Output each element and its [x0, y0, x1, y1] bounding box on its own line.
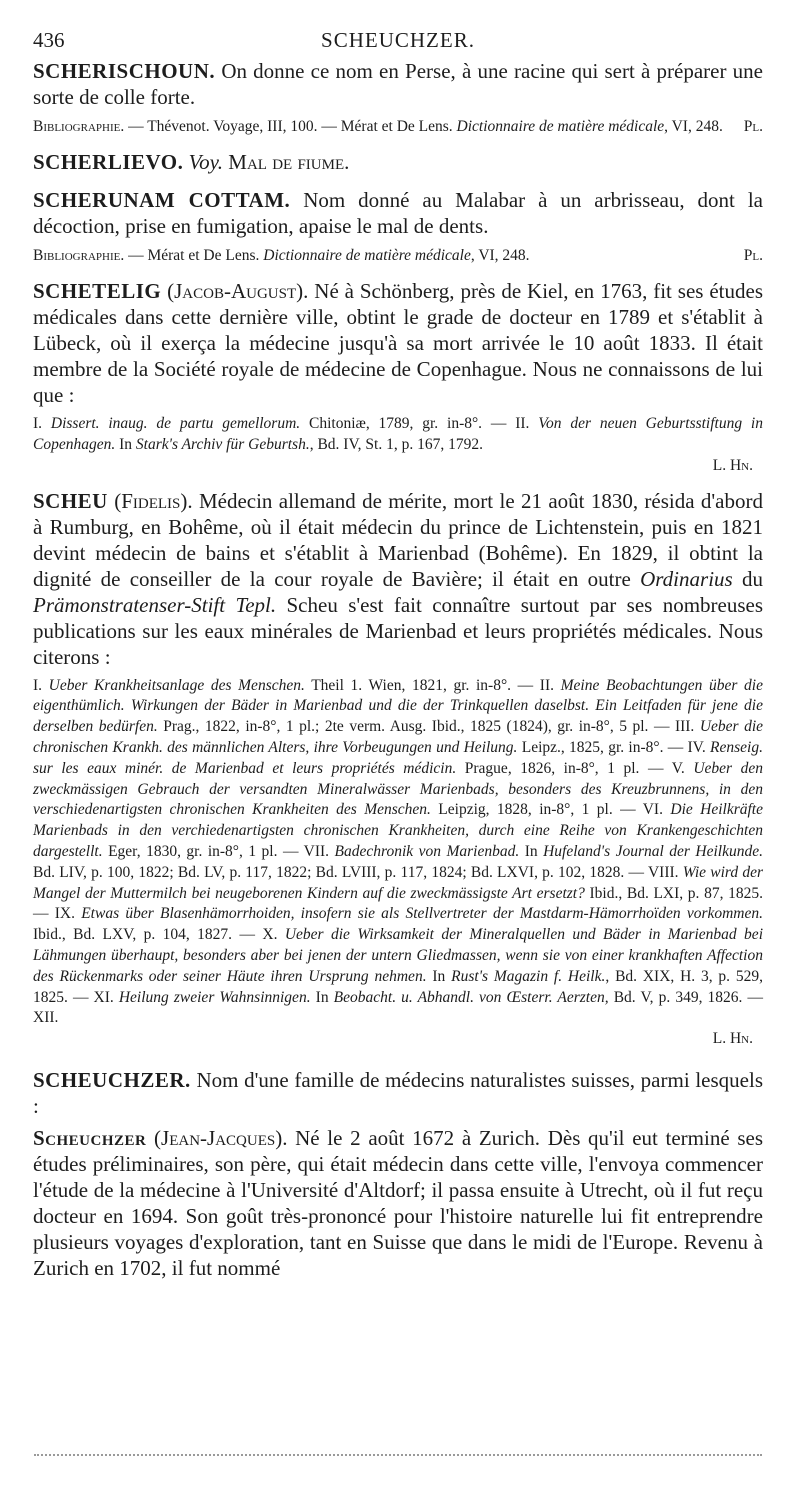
work-details: I.: [33, 415, 51, 432]
work-details: In: [519, 842, 544, 860]
entry-text: Né à Schönberg, près de Kiel, en 1763, fit ses études médicales dans cette dernière ville, obtint le grade de docteur en 1789 et s'établit à Lübeck, où il exerça la médecine jusqu'à sa mort arrivée le 10 août 1833. Il était membre de la Société royale de médecine de Copenhague. Nous ne connaissons de lui que :: [33, 279, 763, 407]
works-list: [33, 414, 763, 456]
entry-text: Scheu s'est fait connaître surtout par ses nombreuses publications sur les eaux minérales de Marienbad et leurs propriétés médicales. Nous citerons :: [33, 592, 764, 669]
entry-italic: Prämonstratenser-Stift Tepl.: [33, 592, 277, 617]
footer-rule: [34, 1454, 762, 1456]
work-details: In: [310, 988, 334, 1006]
work-details: Prag., 1822, in-8°, 1 pl.; 2te verm. Ausg. Ibid., 1825 (1824), gr. in-8°, 5 pl. — III.: [157, 718, 700, 736]
work-title: Die Heilkräfte Marienbads in den verchiedenartigsten chronischen Krankheiten, durch eine Reihe von Krankengeschichten dargestellt.: [33, 801, 763, 860]
page: [33, 28, 763, 1281]
author-signature: L. Hn.: [712, 1030, 753, 1048]
work-title: Meine Beobachtungen über die eigenthümlich. Wirkungen der Bäder in Marienbad und die der Trinkquellen daselbst. Ein Leitfaden für jene die derselben bedürfen.: [33, 676, 763, 736]
page-number: 436: [33, 28, 65, 52]
bibliography-tail: , VI, 248.: [470, 247, 530, 264]
work-details: Chitoniæ, 1789, gr. in-8°. — II.: [300, 415, 539, 432]
work-title: Wie wird der Mangel der Muttermilch bei neugeborenen Kindern auf die zweckmässigste Art ersetzt?: [33, 863, 763, 902]
work-details: Ibid., Bd. LXI, p. 87, 1825. — IX.: [33, 884, 763, 923]
work-title: Ueber Krankheitsanlage des Menschen.: [48, 676, 305, 694]
work-details: Theil 1. Wien, 1821, gr. in-8°. — II.: [304, 676, 561, 694]
given-names: (Jacob-August).: [167, 279, 309, 303]
entry-text: Médecin allemand de mérite, mort le 21 août 1830, résida d'abord à Rumburg, en Bohême, où il était médecin du prince de Lichtenstein, puis en 1821 devint médecin de bains et s'établit à Marienbad (Bohême). En 1829, il obtint la dignité de conseiller de la cour royale de Bavière; il était en outre: [33, 488, 763, 591]
given-names: (Fidelis).: [114, 488, 193, 513]
bibliography-title: Dictionnaire de matière médicale: [456, 118, 665, 135]
work-title: Stark's Archiv für Geburtsh.: [135, 435, 310, 453]
work-title: Ueber die chronischen Krankh. des männlichen Alters, ihre Vorbeugungen und Heilung.: [33, 718, 764, 756]
work-details: I.: [33, 676, 49, 694]
work-details: In: [115, 435, 136, 453]
headword: SCHERLIEVO.: [33, 150, 184, 174]
work-details: Leipzig, 1828, in-8°, 1 pl. — VI.: [430, 801, 671, 819]
entry-scheuchzer-family: [33, 1067, 763, 1119]
work-details: Ibid., Bd. LXV, p. 104, 1827. — X.: [33, 926, 285, 944]
works-list: [33, 676, 763, 1030]
work-details: Bd. LIV, p. 100, 1822; Bd. LV, p. 117, 1822; Bd. LVIII, p. 117, 1824; Bd. LXVI, p. 102, 1828. — VIII.: [33, 863, 683, 881]
entry-text: Né le 2 août 1672 à Zurich. Dès qu'il eut terminé ses études préliminaires, son père, qui était médecin dans cette ville, l'envoya commencer l'étude de la médecine à l'Université d'Altdorf; il passa ensuite à Utrecht, où il fut reçu docteur en 1694. Son goût très-prononcé pour l'histoire naturelle lui fit entreprendre plusieurs voyages d'exploration, tant en Suisse que dans le midi de l'Europe. Revenu à Zurich en 1702, il fut nommé: [33, 1126, 764, 1281]
work-title: Von der neuen Geburtsstiftung in Copenhagen.: [33, 415, 763, 453]
cross-reference: Voy.: [188, 150, 224, 174]
entry-text: du: [732, 566, 763, 591]
headword: SCHEUCHZER.: [33, 1068, 191, 1093]
work-title: Badechronik von Marienbad.: [334, 842, 520, 860]
entry-text: Nom d'une famille de médecins naturalistes suisses, parmi lesquels :: [33, 1068, 763, 1119]
work-details: In: [426, 967, 452, 985]
entry-scherunam-cottam: [33, 187, 763, 239]
work-title: Dissert. inaug. de partu gemellorum.: [50, 415, 301, 432]
work-title: Heilung zweier Wahnsinnigen.: [118, 988, 311, 1006]
given-names: (Jean-Jacques).: [154, 1126, 288, 1151]
entry-scheu: [33, 488, 763, 670]
entry-text: On donne ce nom en Perse, à une racine qui sert à préparer une sorte de colle forte.: [33, 59, 763, 109]
work-title: Ueber den zweckmässigen Gebrauch der versandten Mineralwässer Marienbads, besonders des Kreuzbrunnens, in den verschiedenartigsten chronischen Krankheiten des Menschen.: [33, 759, 763, 819]
work-details: Bd. V, p. 349, 1826. — XII.: [33, 988, 763, 1027]
entry-scherischoun: [33, 58, 763, 110]
bibliography-tail: , VI, 248.: [664, 118, 723, 135]
page-header: [33, 28, 763, 58]
work-title: Beobacht. u. Abhandl. von Œsterr. Aerzten,: [333, 988, 609, 1006]
work-title: Hufeland's Journal der Heilkunde.: [543, 842, 763, 860]
bibliography-label: Bibliographie.: [33, 118, 125, 135]
author-signature: L. Hn.: [712, 456, 753, 474]
headword: SCHERISCHOUN.: [33, 59, 216, 83]
work-title: Rust's Magazin f. Heilk.: [451, 967, 606, 985]
work-details: , Bd. XIX, H. 3, p. 529, 1825. — XI.: [33, 967, 763, 1006]
headword: Scheuchzer: [33, 1126, 147, 1151]
running-head: SCHEUCHZER.: [321, 28, 475, 52]
entry-schetelig: [33, 278, 763, 408]
work-details: Leipz., 1825, gr. in-8°. — IV.: [517, 738, 711, 756]
entry-scherlievo: [33, 149, 763, 175]
work-details: Prague, 1826, in-8°, 1 pl. — V.: [456, 759, 694, 777]
bibliography: [33, 245, 763, 266]
work-details: Eger, 1830, gr. in-8°, 1 pl. — VII.: [102, 842, 335, 860]
entry-scheuchzer-jean-jacques: [33, 1125, 763, 1281]
author-signature: Pl.: [743, 118, 763, 135]
work-title: Etwas über Blasenhämorrhoiden, insofern sie als Stellvertreter der Mastdarm-Hämorrhoïden vorkommen.: [81, 905, 763, 923]
work-title: Ueber die Wirksamkeit der Mineralquellen und Bäder in Marienbad bei Lähmungen überhaupt, besonders aber bei jenen der untern Gliedmassen, wenn sie von einer krankhaften Affection des Rückenmarks oder seiner Häute ihren Ursprung nehmen.: [33, 926, 763, 985]
bibliography-body: — Thévenot. Voyage, III, 100. — Mérat et De Lens.: [124, 118, 457, 135]
work-details: , Bd. IV, St. 1, p. 167, 1792.: [309, 435, 483, 453]
entry-italic: Ordinarius: [640, 566, 733, 591]
bibliography: [33, 116, 763, 137]
entry-text: Nom donné au Malabar à un arbrisseau, dont la décoction, prise en fumigation, apaise le mal de dents.: [33, 188, 763, 238]
headword: SCHEU: [33, 488, 108, 513]
work-title: Renseig. sur les eaux minér. de Marienbad et leurs propriétés médicin.: [33, 738, 763, 777]
author-signature: Pl.: [743, 247, 763, 264]
entry-text: Mal de fiume.: [223, 150, 350, 174]
headword: SCHERUNAM COTTAM.: [33, 188, 291, 212]
bibliography-label: Bibliographie.: [33, 247, 125, 264]
bibliography-title: Dictionnaire de matière médicale: [263, 247, 471, 264]
headword: SCHETELIG: [33, 279, 162, 303]
bibliography-body: — Mérat et De Lens.: [124, 247, 264, 264]
